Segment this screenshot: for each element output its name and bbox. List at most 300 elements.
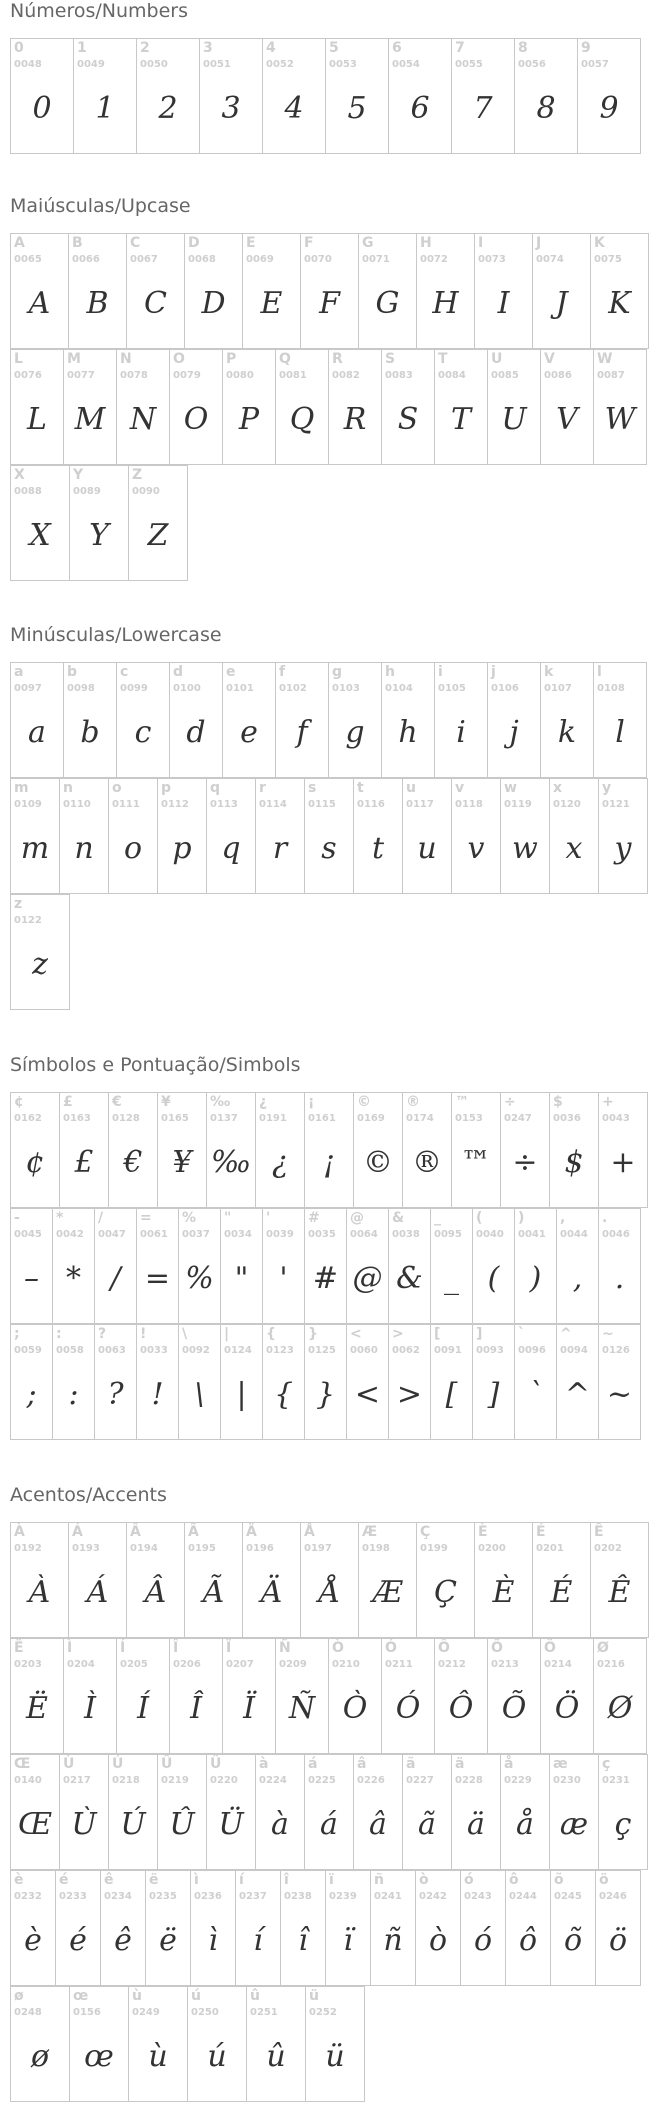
glyph-label: ë	[149, 1872, 159, 1888]
glyph-code: 0218	[112, 1775, 140, 1786]
glyph-label: R	[332, 351, 343, 367]
glyph-code: 0165	[161, 1113, 189, 1124]
glyph-cell	[10, 894, 70, 1010]
glyph-label: ]	[476, 1326, 483, 1342]
glyph-cell	[220, 1208, 263, 1324]
glyph-label: -	[14, 1210, 20, 1226]
glyph-label: N	[120, 351, 132, 367]
glyph-label: 9	[581, 40, 591, 56]
glyph-sample: Ó	[395, 1691, 421, 1726]
glyph-sample: 1	[95, 91, 115, 126]
glyph-cell	[255, 1754, 305, 1870]
glyph-sample: y	[614, 831, 632, 866]
glyph-cell	[325, 38, 389, 154]
glyph-label: í	[239, 1872, 244, 1888]
glyph-sample: W	[604, 402, 636, 437]
glyph-code: 0236	[194, 1891, 222, 1902]
glyph-sample: M	[74, 402, 106, 437]
glyph-cell	[451, 38, 515, 154]
glyph-cell	[68, 1522, 127, 1638]
glyph-grid	[10, 662, 661, 1010]
glyph-code: 0111	[112, 799, 140, 810]
glyph-label: '	[266, 1210, 271, 1226]
glyph-cell	[353, 778, 403, 894]
glyph-label: g	[332, 664, 343, 680]
glyph-cell	[275, 662, 329, 778]
glyph-sample: F	[319, 286, 340, 321]
glyph-code: 0046	[602, 1229, 630, 1240]
glyph-code: 0063	[98, 1345, 126, 1356]
glyph-sample: 8	[536, 91, 556, 126]
glyph-cell	[595, 1870, 641, 1986]
glyph-label: x	[553, 780, 563, 796]
glyph-code: 0220	[210, 1775, 238, 1786]
glyph-sample: Ô	[448, 1691, 474, 1726]
glyph-sample: K	[608, 286, 631, 321]
glyph-cell	[68, 233, 127, 349]
glyph-row	[10, 1208, 661, 1324]
glyph-code: 0169	[357, 1113, 385, 1124]
glyph-sample: É	[550, 1575, 573, 1610]
glyph-label: c	[120, 664, 129, 680]
glyph-code: 0203	[14, 1659, 42, 1670]
glyph-cell	[328, 662, 382, 778]
glyph-label: î	[284, 1872, 289, 1888]
glyph-label: X	[14, 467, 25, 483]
glyph-label: Ñ	[279, 1640, 291, 1656]
glyph-code: 0087	[597, 370, 625, 381]
glyph-row	[10, 349, 661, 465]
glyph-sample: c	[134, 715, 152, 750]
glyph-cell	[474, 233, 533, 349]
glyph-code: 0193	[72, 1543, 100, 1554]
glyph-cell	[10, 233, 69, 349]
glyph-sample: 5	[347, 91, 367, 126]
glyph-label: Ã	[188, 1524, 199, 1540]
glyph-cell	[10, 662, 64, 778]
glyph-label: [	[434, 1326, 441, 1342]
glyph-code: 0099	[120, 683, 148, 694]
glyph-cell	[487, 349, 541, 465]
glyph-cell	[10, 1324, 53, 1440]
glyph-cell	[100, 1870, 146, 1986]
glyph-code: 0035	[308, 1229, 336, 1240]
glyph-code: 0076	[14, 370, 42, 381]
glyph-sample: ÷	[512, 1145, 538, 1180]
glyph-cell	[472, 1208, 515, 1324]
glyph-sample: #	[312, 1261, 339, 1296]
glyph-cell	[532, 1522, 591, 1638]
glyph-cell	[10, 1754, 60, 1870]
glyph-label: ¥	[161, 1094, 171, 1110]
glyph-label: Ü	[210, 1756, 222, 1772]
glyph-code: 0162	[14, 1113, 42, 1124]
glyph-cell	[73, 38, 137, 154]
glyph-cell	[434, 662, 488, 778]
glyph-sample: )	[529, 1261, 542, 1296]
glyph-label: A	[14, 235, 25, 251]
glyph-code: 0211	[385, 1659, 413, 1670]
glyph-label: P	[226, 351, 237, 367]
glyph-sample: 6	[410, 91, 430, 126]
glyph-code: 0210	[332, 1659, 360, 1670]
glyph-code: 0239	[329, 1891, 357, 1902]
glyph-code: 0250	[191, 2007, 219, 2018]
glyph-label: œ	[73, 1988, 89, 2004]
glyph-sample: $	[564, 1145, 584, 1180]
glyph-code: 0213	[491, 1659, 519, 1670]
glyph-code: 0246	[599, 1891, 627, 1902]
glyph-cell	[178, 1208, 221, 1324]
glyph-cell	[556, 1324, 599, 1440]
glyph-code: 0080	[226, 370, 254, 381]
glyph-sample: €	[123, 1145, 143, 1180]
glyph-sample: T	[450, 402, 471, 437]
glyph-label: (	[476, 1210, 483, 1226]
glyph-cell	[169, 662, 223, 778]
glyph-sample: U	[501, 402, 527, 437]
glyph-sample: H	[432, 286, 459, 321]
glyph-sample: 3	[221, 91, 241, 126]
glyph-cell	[300, 1522, 359, 1638]
glyph-sample: >	[396, 1377, 423, 1412]
glyph-label: C	[130, 235, 141, 251]
glyph-row	[10, 1754, 661, 1870]
glyph-code: 0049	[77, 59, 105, 70]
glyph-sample: Ç	[434, 1575, 457, 1610]
glyph-cell	[514, 1324, 557, 1440]
glyph-code: 0097	[14, 683, 42, 694]
glyph-label: Â	[130, 1524, 141, 1540]
glyph-sample: E	[260, 286, 283, 321]
glyph-sample: ç	[614, 1807, 632, 1842]
glyph-code: 0161	[308, 1113, 336, 1124]
glyph-row	[10, 1638, 661, 1754]
glyph-label: ç	[602, 1756, 611, 1772]
glyph-sample: Z	[147, 518, 169, 553]
glyph-code: 0043	[602, 1113, 630, 1124]
glyph-cell	[184, 233, 243, 349]
glyph-code: 0121	[602, 799, 630, 810]
glyph-code: 0116	[357, 799, 385, 810]
glyph-code: 0096	[518, 1345, 546, 1356]
glyph-code: 0156	[73, 2007, 101, 2018]
glyph-sample: Ø	[607, 1691, 633, 1726]
glyph-sample: I	[497, 286, 510, 321]
glyph-code: 0098	[67, 683, 95, 694]
glyph-label: Ô	[438, 1640, 450, 1656]
glyph-label: f	[279, 664, 286, 680]
glyph-cell	[242, 233, 301, 349]
glyph-label: @	[350, 1210, 364, 1226]
glyph-label: 6	[392, 40, 402, 56]
glyph-cell	[451, 778, 501, 894]
glyph-code: 0206	[173, 1659, 201, 1670]
glyph-label: û	[250, 1988, 260, 2004]
glyph-sample: 4	[284, 91, 304, 126]
glyph-sample: t	[371, 831, 385, 866]
glyph-cell	[500, 778, 550, 894]
glyph-label: ò	[419, 1872, 429, 1888]
glyph-cell	[460, 1870, 506, 1986]
glyph-code: 0042	[56, 1229, 84, 1240]
glyph-sample: ‰	[210, 1145, 252, 1180]
glyph-cell	[487, 662, 541, 778]
glyph-code: 0058	[56, 1345, 84, 1356]
glyph-cell	[262, 1208, 305, 1324]
glyph-sample: n	[74, 831, 94, 866]
glyph-label: ì	[194, 1872, 199, 1888]
glyph-code: 0102	[279, 683, 307, 694]
glyph-cell	[388, 38, 452, 154]
glyph-label: I	[478, 235, 484, 251]
glyph-code: 0195	[188, 1543, 216, 1554]
glyph-cell	[593, 349, 647, 465]
glyph-label: Ú	[112, 1756, 124, 1772]
glyph-sample: m	[20, 831, 50, 866]
glyph-label: S	[385, 351, 396, 367]
glyph-code: 0038	[392, 1229, 420, 1240]
glyph-label: s	[308, 780, 317, 796]
glyph-sample: ~	[606, 1377, 633, 1412]
glyph-code: 0079	[173, 370, 201, 381]
glyph-sample: 7	[473, 91, 493, 126]
glyph-sample: ?	[107, 1377, 124, 1412]
glyph-sample: j	[509, 715, 519, 750]
glyph-label: ï	[329, 1872, 334, 1888]
glyph-code: 0103	[332, 683, 360, 694]
glyph-code: 0214	[544, 1659, 572, 1670]
glyph-sample: ®	[412, 1145, 442, 1180]
glyph-sample: ü	[325, 2039, 345, 2074]
glyph-sample: v	[467, 831, 485, 866]
glyph-sample: í	[253, 1923, 263, 1958]
glyph-sample: ¿	[271, 1145, 289, 1180]
glyph-sample: R	[343, 402, 367, 437]
glyph-label: +	[602, 1094, 614, 1110]
glyph-cell	[598, 1092, 648, 1208]
glyph-label: o	[112, 780, 122, 796]
glyph-label: £	[63, 1094, 73, 1110]
glyph-label: ;	[14, 1326, 20, 1342]
glyph-sample: ¥	[172, 1145, 192, 1180]
glyph-code: 0216	[597, 1659, 625, 1670]
glyph-cell	[94, 1324, 137, 1440]
glyph-label: Ø	[597, 1640, 609, 1656]
glyph-cell	[108, 1754, 158, 1870]
glyph-row	[10, 1986, 661, 2102]
glyph-sample: D	[201, 286, 226, 321]
glyph-cell	[505, 1870, 551, 1986]
glyph-label: Ì	[67, 1640, 73, 1656]
glyph-sample: w	[512, 831, 538, 866]
glyph-sample: ¡	[322, 1145, 336, 1180]
glyph-cell	[381, 1638, 435, 1754]
glyph-code: 0053	[329, 59, 357, 70]
glyph-cell	[304, 1324, 347, 1440]
glyph-cell	[472, 1324, 515, 1440]
glyph-sample: h	[398, 715, 418, 750]
glyph-code: 0055	[455, 59, 483, 70]
glyph-code: 0114	[259, 799, 287, 810]
glyph-code: 0118	[455, 799, 483, 810]
glyph-label: ù	[132, 1988, 142, 2004]
glyph-cell	[590, 233, 649, 349]
glyph-sample: k	[557, 715, 577, 750]
glyph-cell	[300, 233, 359, 349]
glyph-sample: ã	[418, 1807, 436, 1842]
glyph-code: 0034	[224, 1229, 252, 1240]
glyph-label: Î	[173, 1640, 179, 1656]
glyph-label: Æ	[362, 1524, 378, 1540]
glyph-cell	[540, 662, 594, 778]
glyph-cell	[280, 1870, 326, 1986]
glyph-code: 0074	[536, 254, 564, 265]
glyph-label: È	[478, 1524, 488, 1540]
glyph-cell	[10, 349, 64, 465]
glyph-cell	[222, 1638, 276, 1754]
glyph-label: }	[308, 1326, 318, 1342]
section-title: Acentos/Accents	[10, 1484, 167, 1506]
glyph-sample: Ê	[608, 1575, 631, 1610]
glyph-row	[10, 465, 661, 581]
glyph-cell	[10, 1870, 56, 1986]
glyph-sample: Ö	[554, 1691, 580, 1726]
glyph-cell	[235, 1870, 281, 1986]
glyph-label: â	[357, 1756, 367, 1772]
glyph-cell	[358, 1522, 417, 1638]
glyph-label: :	[56, 1326, 62, 1342]
glyph-code: 0091	[434, 1345, 462, 1356]
glyph-cell	[52, 1208, 95, 1324]
glyph-sample: ;	[26, 1377, 37, 1412]
glyph-label: D	[188, 235, 200, 251]
glyph-sample: `	[528, 1377, 543, 1412]
glyph-cell	[434, 1638, 488, 1754]
glyph-code: 0075	[594, 254, 622, 265]
glyph-sample: 2	[158, 91, 178, 126]
glyph-cell	[451, 1754, 501, 1870]
glyph-cell	[69, 1986, 129, 2102]
glyph-cell	[593, 662, 647, 778]
glyph-cell	[370, 1870, 416, 1986]
glyph-label: >	[392, 1326, 404, 1342]
glyph-cell	[514, 38, 578, 154]
glyph-label: Z	[132, 467, 143, 483]
glyph-code: 0122	[14, 915, 42, 926]
glyph-row	[10, 778, 661, 894]
glyph-code: 0201	[536, 1543, 564, 1554]
glyph-label: K	[594, 235, 605, 251]
glyph-code: 0086	[544, 370, 572, 381]
glyph-code: 0224	[259, 1775, 287, 1786]
glyph-label: Û	[161, 1756, 173, 1772]
glyph-label: &	[392, 1210, 405, 1226]
glyph-sample: l	[615, 715, 625, 750]
glyph-code: 0234	[104, 1891, 132, 1902]
glyph-cell	[550, 1870, 596, 1986]
glyph-cell	[59, 1092, 109, 1208]
glyph-sample: <	[354, 1377, 381, 1412]
glyph-code: 0243	[464, 1891, 492, 1902]
glyph-label: €	[112, 1094, 122, 1110]
glyph-sample: ì	[208, 1923, 218, 1958]
glyph-cell	[169, 1638, 223, 1754]
glyph-label: q	[210, 780, 221, 796]
glyph-code: 0153	[455, 1113, 483, 1124]
glyph-sample: z	[32, 947, 48, 982]
glyph-cell	[598, 1324, 641, 1440]
glyph-code: 0125	[308, 1345, 336, 1356]
glyph-label: L	[14, 351, 23, 367]
glyph-cell	[549, 1754, 599, 1870]
glyph-cell	[63, 349, 117, 465]
glyph-cell	[514, 1208, 557, 1324]
glyph-sample: e	[240, 715, 258, 750]
glyph-code: 0060	[350, 1345, 378, 1356]
glyph-label: Á	[72, 1524, 83, 1540]
glyph-sample: á	[320, 1807, 338, 1842]
glyph-code: 0106	[491, 683, 519, 694]
glyph-label: t	[357, 780, 364, 796]
glyph-cell	[59, 1754, 109, 1870]
glyph-cell	[262, 1324, 305, 1440]
glyph-cell	[388, 1324, 431, 1440]
glyph-code: 0237	[239, 1891, 267, 1902]
glyph-label: Ç	[420, 1524, 431, 1540]
glyph-label: W	[597, 351, 613, 367]
glyph-sample: b	[80, 715, 100, 750]
glyph-sample: è	[24, 1923, 42, 1958]
glyph-code: 0073	[478, 254, 506, 265]
glyph-label: Ï	[226, 1640, 232, 1656]
glyph-cell	[353, 1754, 403, 1870]
glyph-label: å	[504, 1756, 514, 1772]
glyph-sample: ï	[343, 1923, 353, 1958]
glyph-sample: Î	[190, 1691, 202, 1726]
glyph-code: 0077	[67, 370, 95, 381]
glyph-label: p	[161, 780, 172, 796]
glyph-cell	[416, 1522, 475, 1638]
glyph-sample: i	[456, 715, 466, 750]
glyph-sample: f	[296, 715, 308, 750]
glyph-code: 0083	[385, 370, 413, 381]
glyph-sample: ©	[363, 1145, 393, 1180]
glyph-cell	[598, 1754, 648, 1870]
glyph-sample: ö	[608, 1923, 628, 1958]
glyph-cell	[10, 1208, 53, 1324]
glyph-code: 0089	[73, 486, 101, 497]
glyph-label: Œ	[14, 1756, 31, 1772]
glyph-sample: B	[86, 286, 109, 321]
glyph-label: Y	[73, 467, 84, 483]
glyph-sample: ñ	[383, 1923, 403, 1958]
glyph-cell	[402, 1754, 452, 1870]
glyph-sample: %	[185, 1261, 214, 1296]
glyph-code: 0230	[553, 1775, 581, 1786]
glyph-cell	[275, 1638, 329, 1754]
glyph-code: 0104	[385, 683, 413, 694]
glyph-sample: P	[238, 402, 260, 437]
glyph-code: 0242	[419, 1891, 447, 1902]
glyph-code: 0227	[406, 1775, 434, 1786]
glyph-sample: _	[444, 1261, 459, 1296]
glyph-sample: s	[321, 831, 337, 866]
glyph-sample: ø	[30, 2039, 50, 2074]
glyph-label: h	[385, 664, 395, 680]
glyph-sample: g	[345, 715, 365, 750]
glyph-sample: â	[369, 1807, 387, 1842]
